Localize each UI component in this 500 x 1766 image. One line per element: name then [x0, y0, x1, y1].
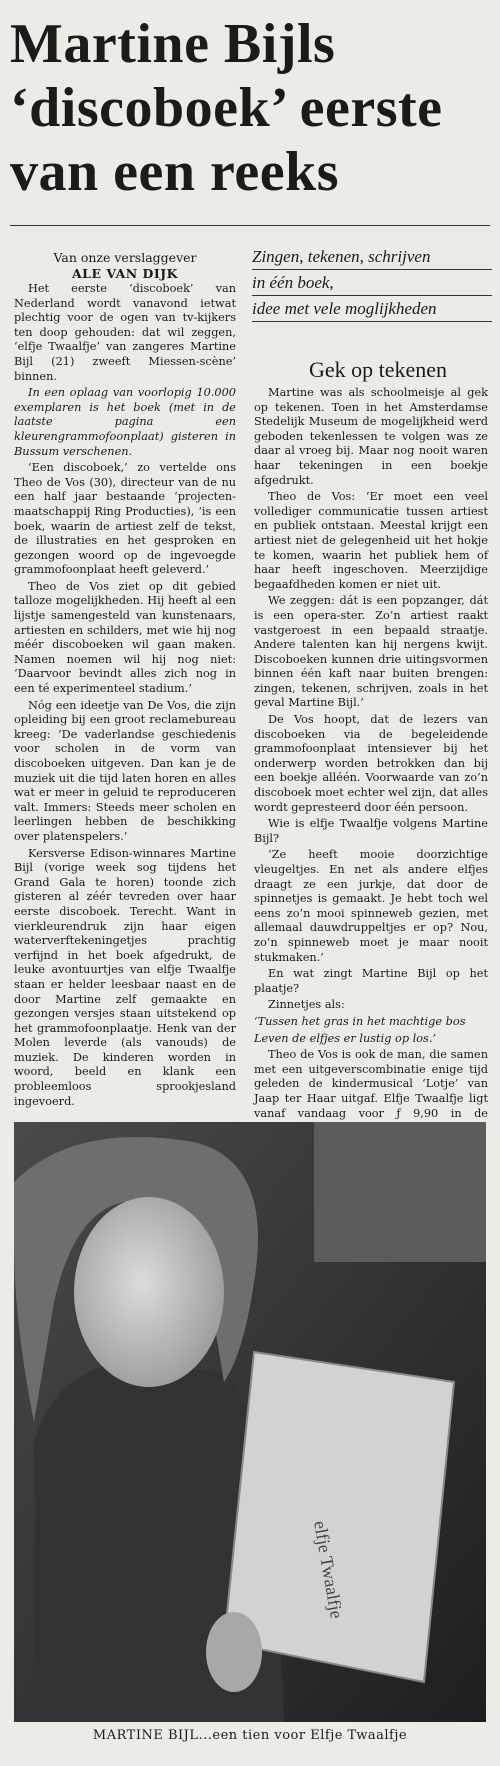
left-paragraph-6: Kersverse Edison-winnares Martine Bijl (vorige week sog tijdens het Grand Gala te horen) toonde zich gisteren al zéér tevreden over haar eerste discoboek. Terecht. Want in vierkleurendruk zijn haar eigen waterverftekeningetjes prachtig verfijnd in het boek afgedrukt, de leuke avontuurtjes van elfje Twaalfje staan er helder leesbaar naast en de door Martine zelf gemaakte en gezongen versjes staan uitstekend op het grammofoonplaatje. Henk van der Molen leverde (als vanouds) de muziek. De kinderen worden in woord, beeld en klank een probleemloos sprookjesland ingevoerd. — [14, 846, 236, 1108]
right-paragraph-6: ‘Ze heeft mooie doorzichtige vleugeltjes. En net als andere elfjes draagt ze een jurkje, dat door de spinnetjes is gemaakt. Je hebt toch wel eens zo’n mooi spinneweb gezien, met allemaal dauwdruppeltjes er op? Nou, zo’n spinneweb moet je maar nooit stukmaken.’ — [254, 848, 488, 964]
left-paragraph-2: In een oplaag van voorlopig 10.000 exemplaren is het boek (met in de laatste pagina een kleurengrammofoonplaat) gisteren in Bussum verschenen. — [14, 386, 236, 458]
right-paragraph-2: Theo de Vos: ‘Er moet een veel vollediger communicatie tussen artiest en publiek ontstaan. Meestal krijgt een artiest niet de gelegenheid uit het hokje te komen, waarin het publiek hem of haar heeft ingeschoven. Meerzijdige begaafdheden komen er niet uit. — [254, 490, 488, 591]
byline-prefix: Van onze verslaggever — [53, 250, 197, 265]
left-paragraph-5: Nóg een ideetje van De Vos, die zijn opleiding bij een groot reclamebureau kreeg: ‘De vaderlandse geschiedenis voor scholen in de vorm van discoboeken uitgeven. Dan kan je de muziek uit die tijd laten horen en alles wat er meer in geluid te reproduceren valt. Immers: Steeds meer scholen en leerlingen hebben de beschikking over platenspelers.’ — [14, 698, 236, 843]
book-cover-text: elfje Twaalfje — [310, 1519, 347, 1621]
byline — [14, 250, 236, 282]
byline-author: ALE VAN DIJK — [71, 266, 179, 281]
song-line-1: ‘Tussen het gras in het machtige bos — [254, 1014, 466, 1028]
headline-divider — [10, 225, 490, 226]
right-column — [254, 356, 488, 1138]
hand — [206, 1612, 262, 1692]
headline — [10, 12, 490, 204]
subhead-line-2: in één boek, — [252, 270, 492, 296]
subhead-line-3: idee met vele moglijkheden — [252, 296, 492, 322]
left-paragraph-1: Het eerste ‘discoboek’ van Nederland wordt vanavond ietwat plechtig voor de ogen van tv-kijkers ten doop gehouden: dat wil zeggen, ‘elfje Twaalfje’ van zangeres Martine Bijl (21) zweeft Miessen-scène’ binnen. — [14, 282, 236, 383]
right-paragraph-8: Zinnetjes als: — [268, 998, 345, 1012]
song-line-2: Leven de elfjes er lustig op los.’ — [254, 1031, 437, 1045]
photo-martine-bijl — [14, 1122, 486, 1722]
right-paragraph-7: En wat zingt Martine Bijl op het plaatje? — [254, 967, 488, 995]
book — [224, 1352, 454, 1682]
right-paragraph-9: Theo de Vos is ook de man, die samen met een uitgeverscombinatie enige tijd geleden de kindermusical ‘Lotje’ van Jaap ter Haar uitgaf. Elfje Twaalfje ligt vanaf vandaag voor ƒ 9,90 in de — [254, 1048, 488, 1120]
section-title: Gek op tekenen — [308, 357, 448, 382]
headline-line-2: ‘discoboek’ eerste — [10, 77, 443, 139]
right-paragraph-4: De Vos hoopt, dat de lezers van discoboeken via de begeleidende grammofoonplaat intensiever bij het onderwerp worden betrokken dan bij een boekje alléén. Voorwaarde van zo’n discoboek moet echter wel zijn, dat alles wordt gepresteerd door één persoon. — [254, 713, 488, 814]
photo-caption: MARTINE BIJL...een tien voor Elfje Twaalfje — [92, 1728, 408, 1743]
subhead — [252, 244, 492, 322]
left-paragraph-4: Theo de Vos ziet op dit gebied talloze mogelijkheden. Hij heeft al een lijstje samengesteld van kunstenaars, artiesten en schilders, met wie hij nog méér discoboeken wil gaan maken. Namen noemen wil hij nog niet: ‘Daarvoor bevindt alles zich nog in een té experimenteel stadium.’ — [14, 579, 236, 696]
subhead-line-1: Zingen, tekenen, schrijven — [252, 244, 492, 270]
headline-line-3: van een reeks — [10, 141, 339, 203]
headline-line-1: Martine Bijls — [10, 13, 336, 75]
face — [74, 1197, 224, 1387]
right-paragraph-3: We zeggen: dát is een popzanger, dát is een opera-ster. Zo’n artiest raakt vastgeroest in een bepaald straatje. Andere talenten kan hij nergens kwijt. Discoboeken kunnen drie uitingsvormen binnen één kaft naar buiten brengen: zingen, tekenen, schrijven, zoals in het geval Martine Bijl.’ — [254, 594, 488, 710]
left-paragraph-3: ‘Een discoboek,’ zo vertelde ons Theo de Vos (30), directeur van de nu een half jaar bestaande ‘projecten-maatschappij Ring Producties), ‘is een boek, waarin de artiest zelf de tekst, de illustraties en het gesproken en gezongen woord op de ingevoegde grammofoonplaat heeft geleverd.’ — [14, 461, 236, 577]
photo-illustration — [14, 1122, 486, 1722]
left-column — [14, 250, 236, 1111]
right-paragraph-5: Wie is elfje Twaalfje volgens Martine Bijl? — [254, 817, 488, 845]
right-paragraph-1: Martine was als schoolmeisje al gek op tekenen. Toen in het Amsterdamse Stedelijk Museum de mogelijkheid werd geboden tekenlessen te volgen was ze daar al vroeg bij. Maar nog nooit waren haar tekeningen in een boekje afgedrukt. — [254, 386, 488, 487]
background-shelf — [314, 1122, 486, 1262]
